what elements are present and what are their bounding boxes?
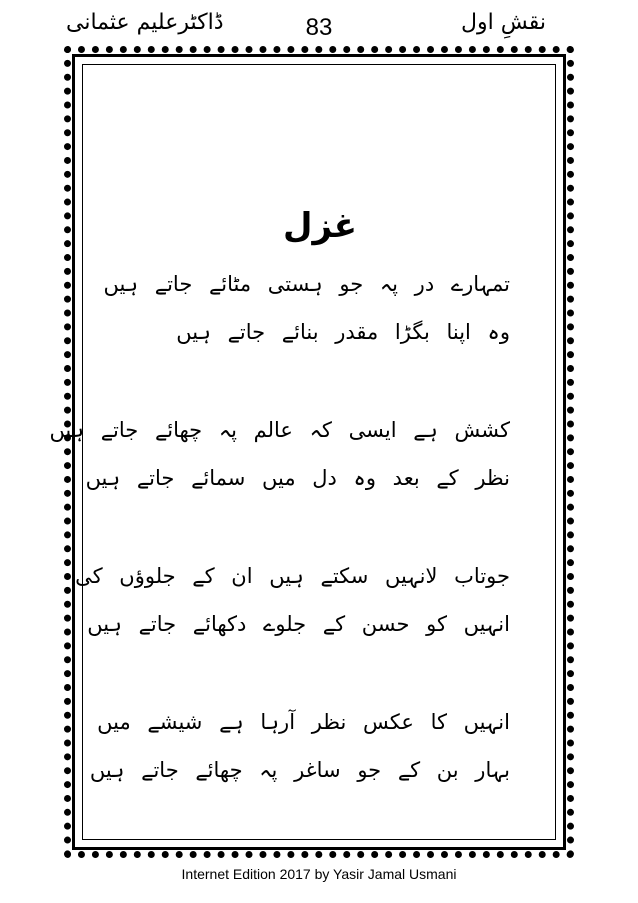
verse-line: انہیں کا عکس نظر آرہا ہے شیشے میں [97,710,510,734]
verse-line: جوتاب لانہیں سکتے ہیں ان کے جلوؤں کی [75,564,510,588]
poem-title: غزل [283,206,357,246]
edition-footer: Internet Edition 2017 by Yasir Jamal Usmani [181,866,457,882]
couplet [103,260,510,356]
verse-line: نظر کے بعد وہ دل میں سمائے جاتے ہیں [85,466,510,490]
verse-line: بہار بن کے جو ساغر پہ چھائے جاتے ہیں [89,758,510,782]
verse-line: تمہارے در پہ جو ہستی مٹائے جاتے ہیں [103,272,510,296]
verse-line: انہیں کو حسن کے جلوے دکھائے جاتے ہیں [87,612,510,636]
verse-line: کشش ہے ایسی کہ عالم پہ چھائے جاتے ہیں [49,418,510,442]
book-title: نقشِ اول [460,10,546,35]
page-number: 83 [305,14,333,41]
verse-line: وہ اپنا بگڑا مقدر بنائے جاتے ہیں [176,320,510,344]
ghazal [49,196,510,794]
couplet [49,406,510,502]
author-name: ڈاکٹرعلیم عثمانی [66,10,224,35]
page-header [0,0,638,48]
couplet [75,552,510,648]
couplet [89,698,510,794]
